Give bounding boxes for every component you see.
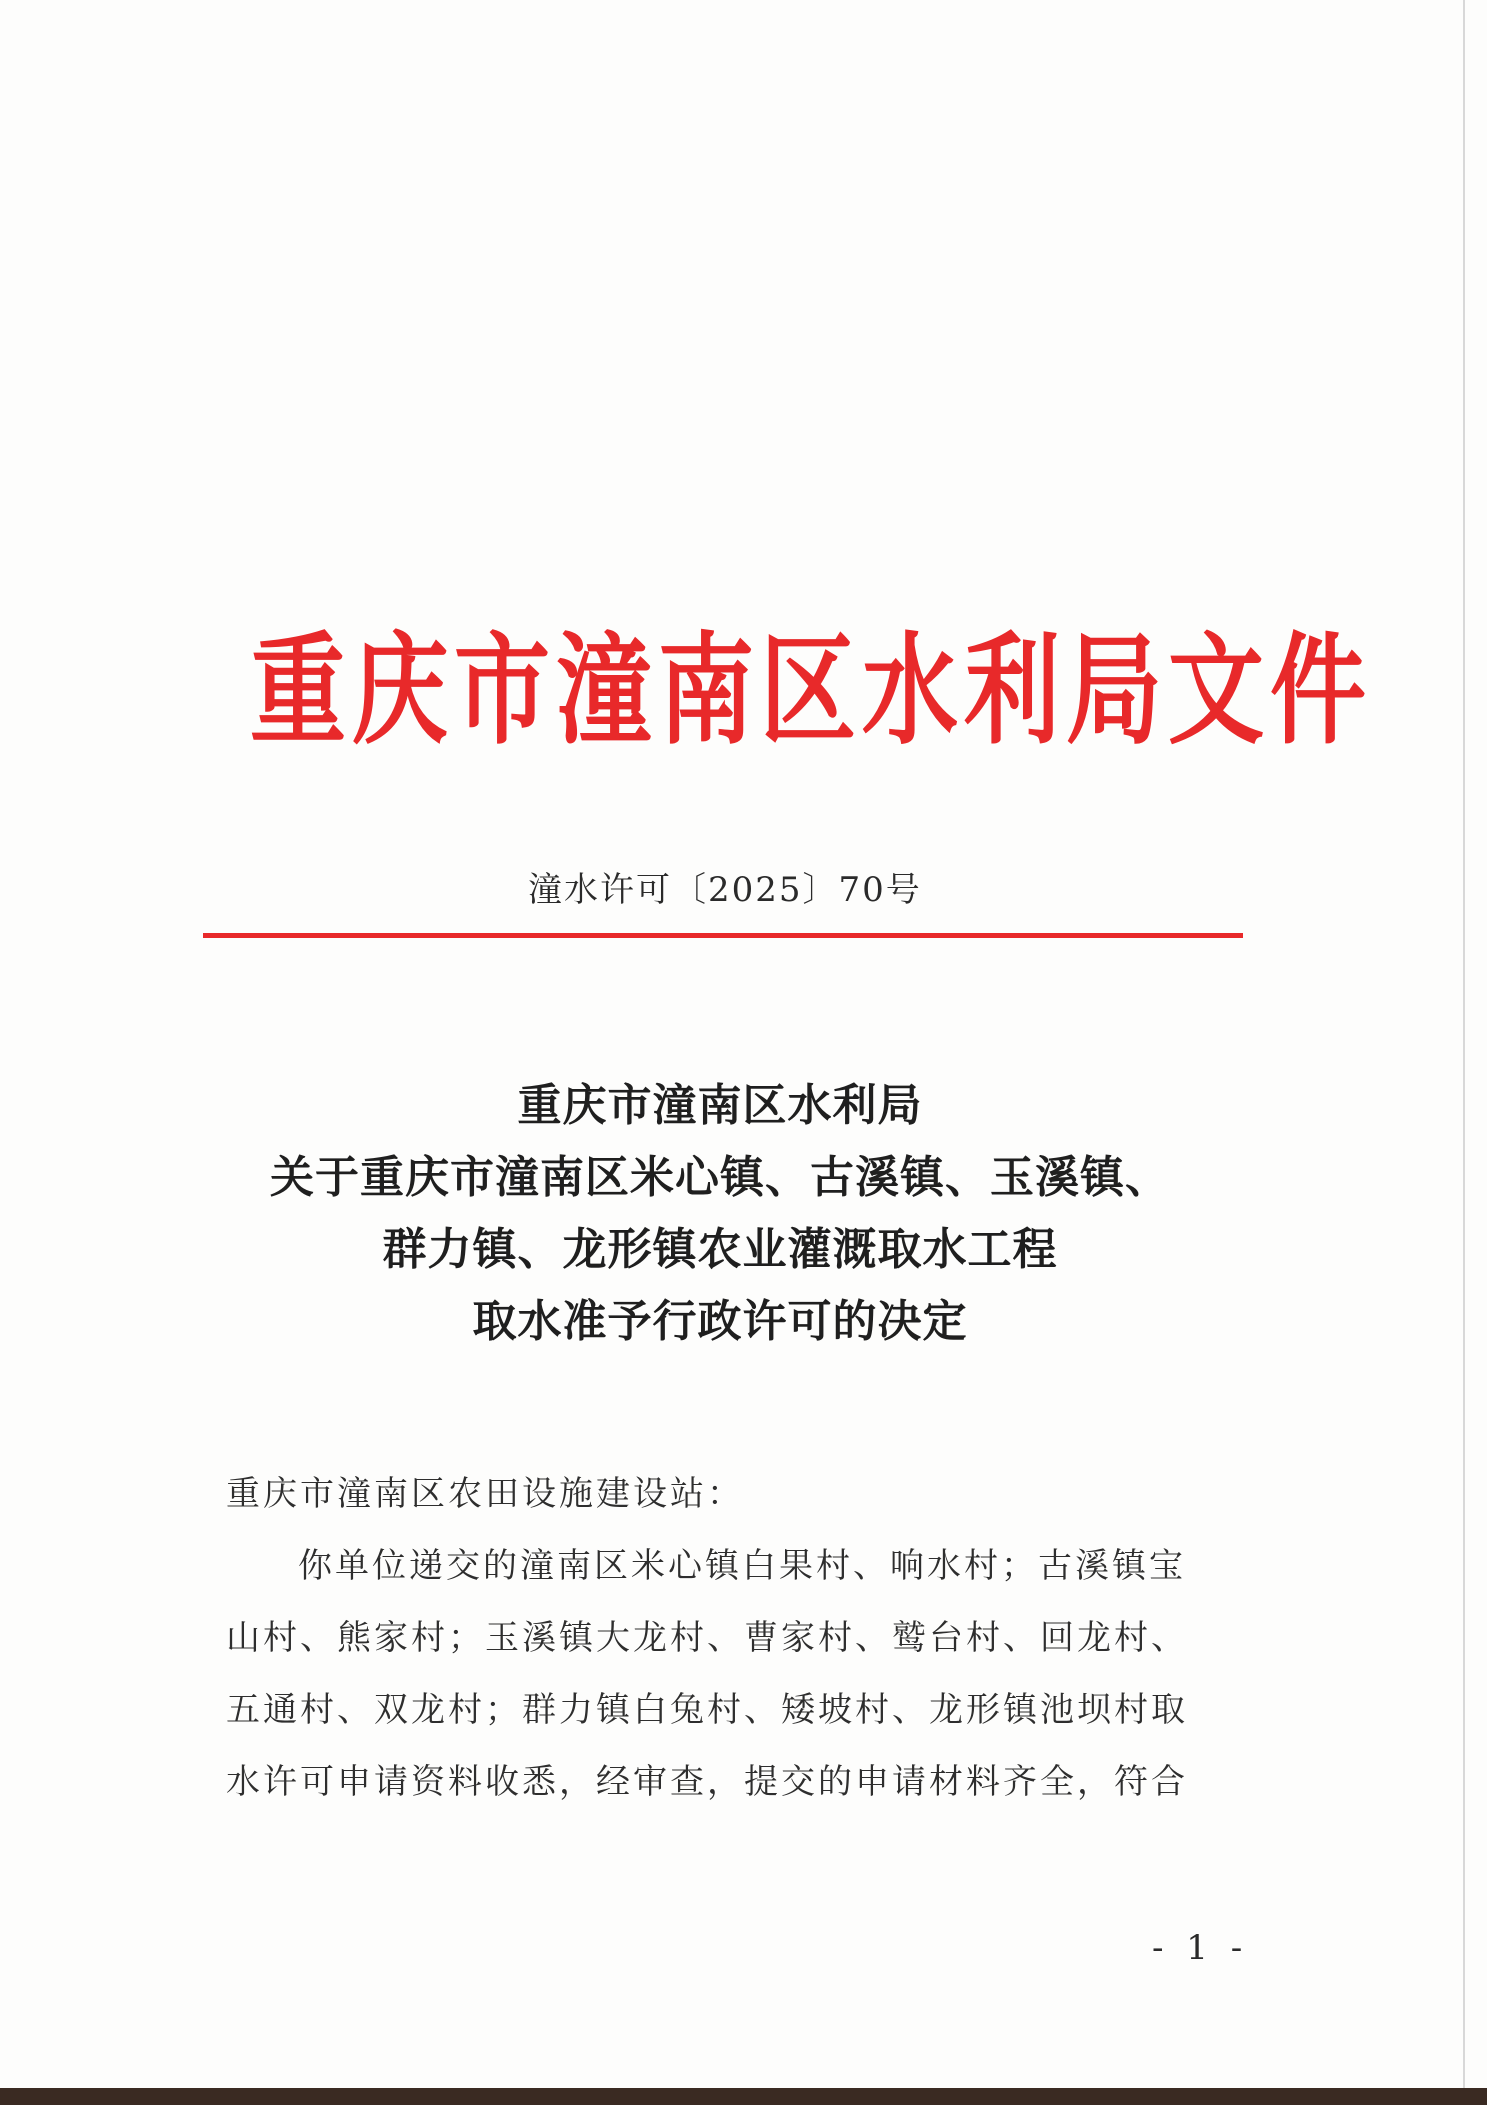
body-paragraph [226,1530,1236,1818]
body-line: 你单位递交的潼南区米心镇白果村、响水村；古溪镇宝 [298,1546,1186,1586]
document-title [200,1070,1240,1358]
scan-edge-right [1463,0,1465,2105]
document-number: 潼水许可〔2025〕70号 [528,870,922,910]
body-line: 水许可申请资料收悉，经审查，提交的申请材料齐全，符合 [226,1762,1188,1802]
document-masthead: 重庆市潼南区水利局文件 [250,619,1372,761]
body-line: 山村、熊家村；玉溪镇大龙村、曹家村、鹫台村、回龙村、 [226,1618,1188,1658]
page-number: - 1 - [1152,1928,1249,1968]
body-line: 五通村、双龙村；群力镇白兔村、矮坡村、龙形镇池坝村取 [226,1690,1188,1730]
recipient-salutation: 重庆市潼南区农田设施建设站： [226,1474,744,1514]
title-line: 群力镇、龙形镇农业灌溉取水工程 [382,1224,1058,1275]
title-line: 取水准予行政许可的决定 [472,1296,968,1347]
scan-edge-bottom [0,2088,1487,2105]
title-line: 关于重庆市潼南区米心镇、古溪镇、玉溪镇、 [270,1152,1170,1203]
title-line: 重庆市潼南区水利局 [517,1080,923,1131]
masthead-separator-rule [203,933,1243,938]
